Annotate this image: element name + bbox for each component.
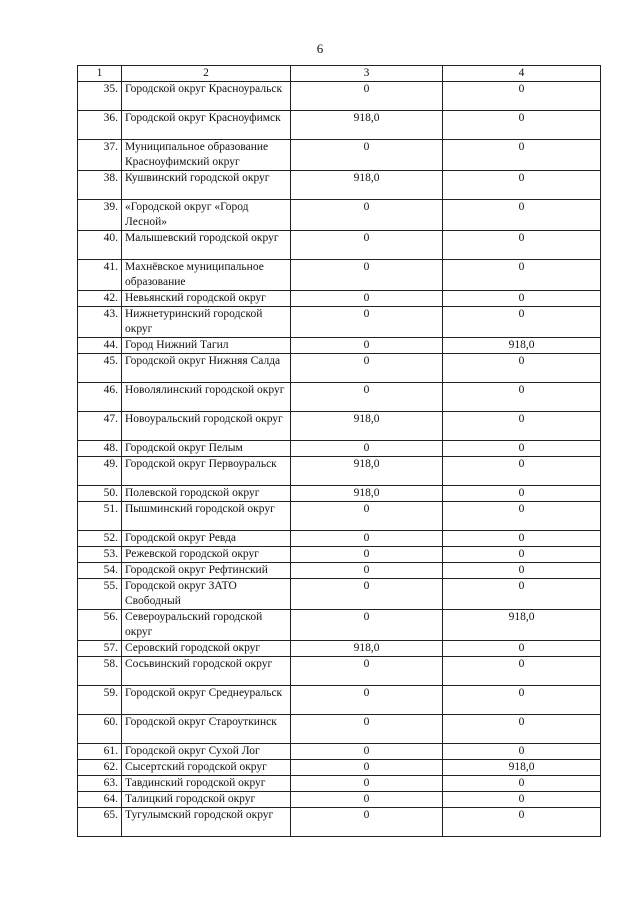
row-municipality: Городской округ Ревда bbox=[122, 531, 291, 547]
row-number: 51. bbox=[78, 502, 122, 531]
row-municipality: Городской округ Староуткинск bbox=[122, 715, 291, 744]
row-number: 53. bbox=[78, 547, 122, 563]
row-value-col-4: 0 bbox=[443, 531, 601, 547]
row-value-col-4: 0 bbox=[443, 354, 601, 383]
row-number: 42. bbox=[78, 291, 122, 307]
row-value-col-4: 0 bbox=[443, 641, 601, 657]
header-col-1: 1 bbox=[78, 66, 122, 82]
row-number: 56. bbox=[78, 610, 122, 641]
row-municipality: Серовский городской округ bbox=[122, 641, 291, 657]
table-body bbox=[78, 66, 601, 837]
row-value-col-4: 0 bbox=[443, 457, 601, 486]
row-municipality: Невьянский городской округ bbox=[122, 291, 291, 307]
row-number: 38. bbox=[78, 171, 122, 200]
row-number: 46. bbox=[78, 383, 122, 412]
row-value-col-4: 0 bbox=[443, 412, 601, 441]
table-row bbox=[78, 502, 601, 531]
row-municipality: Тавдинский городской округ bbox=[122, 776, 291, 792]
table-row bbox=[78, 291, 601, 307]
row-number: 49. bbox=[78, 457, 122, 486]
row-number: 47. bbox=[78, 412, 122, 441]
row-municipality: Нижнетуринский городской округ bbox=[122, 307, 291, 338]
row-value-col-4: 0 bbox=[443, 383, 601, 412]
table-row bbox=[78, 744, 601, 760]
allocation-table bbox=[77, 65, 601, 837]
row-number: 60. bbox=[78, 715, 122, 744]
row-number: 61. bbox=[78, 744, 122, 760]
row-number: 35. bbox=[78, 82, 122, 111]
table-row bbox=[78, 412, 601, 441]
table-row bbox=[78, 486, 601, 502]
table-row bbox=[78, 171, 601, 200]
header-col-4: 4 bbox=[443, 66, 601, 82]
row-municipality: Городской округ Сухой Лог bbox=[122, 744, 291, 760]
row-value-col-4: 0 bbox=[443, 579, 601, 610]
row-value-col-3: 0 bbox=[291, 686, 443, 715]
table-row bbox=[78, 547, 601, 563]
row-municipality: Малышевский городской округ bbox=[122, 231, 291, 260]
table-row bbox=[78, 641, 601, 657]
row-value-col-3: 0 bbox=[291, 383, 443, 412]
row-value-col-4: 0 bbox=[443, 307, 601, 338]
row-value-col-3: 0 bbox=[291, 792, 443, 808]
row-municipality: Новоуральский городской округ bbox=[122, 412, 291, 441]
row-value-col-4: 0 bbox=[443, 231, 601, 260]
table-row bbox=[78, 354, 601, 383]
table-row bbox=[78, 231, 601, 260]
table-header-row bbox=[78, 66, 601, 82]
row-number: 63. bbox=[78, 776, 122, 792]
row-municipality: Городской округ Первоуральск bbox=[122, 457, 291, 486]
row-number: 36. bbox=[78, 111, 122, 140]
row-value-col-3: 0 bbox=[291, 200, 443, 231]
row-municipality: Городской округ Красноуральск bbox=[122, 82, 291, 111]
row-value-col-4: 918,0 bbox=[443, 610, 601, 641]
row-number: 64. bbox=[78, 792, 122, 808]
row-value-col-3: 0 bbox=[291, 291, 443, 307]
row-value-col-3: 0 bbox=[291, 307, 443, 338]
table-row bbox=[78, 808, 601, 837]
row-number: 55. bbox=[78, 579, 122, 610]
row-municipality: Махнёвское муниципальное образование bbox=[122, 260, 291, 291]
table-row bbox=[78, 140, 601, 171]
row-value-col-3: 0 bbox=[291, 579, 443, 610]
row-value-col-3: 918,0 bbox=[291, 412, 443, 441]
row-value-col-3: 0 bbox=[291, 531, 443, 547]
row-value-col-3: 0 bbox=[291, 82, 443, 111]
row-number: 59. bbox=[78, 686, 122, 715]
row-value-col-4: 0 bbox=[443, 486, 601, 502]
row-municipality: Сысертский городской округ bbox=[122, 760, 291, 776]
row-value-col-3: 0 bbox=[291, 231, 443, 260]
row-municipality: Городской округ Красноуфимск bbox=[122, 111, 291, 140]
row-number: 65. bbox=[78, 808, 122, 837]
row-value-col-4: 0 bbox=[443, 260, 601, 291]
table-row bbox=[78, 610, 601, 641]
row-value-col-3: 0 bbox=[291, 338, 443, 354]
row-value-col-4: 0 bbox=[443, 547, 601, 563]
row-value-col-3: 0 bbox=[291, 776, 443, 792]
row-value-col-4: 0 bbox=[443, 140, 601, 171]
table-row bbox=[78, 457, 601, 486]
row-value-col-4: 0 bbox=[443, 776, 601, 792]
table-row bbox=[78, 338, 601, 354]
row-municipality: Муниципальное образование Красноуфимский округ bbox=[122, 140, 291, 171]
table-row bbox=[78, 657, 601, 686]
row-value-col-3: 0 bbox=[291, 610, 443, 641]
row-value-col-3: 0 bbox=[291, 744, 443, 760]
row-municipality: Город Нижний Тагил bbox=[122, 338, 291, 354]
row-municipality: Североуральский городской округ bbox=[122, 610, 291, 641]
row-value-col-4: 918,0 bbox=[443, 338, 601, 354]
row-value-col-4: 0 bbox=[443, 502, 601, 531]
row-municipality: Городской округ Нижняя Салда bbox=[122, 354, 291, 383]
table-row bbox=[78, 760, 601, 776]
row-number: 50. bbox=[78, 486, 122, 502]
row-value-col-4: 0 bbox=[443, 111, 601, 140]
row-number: 52. bbox=[78, 531, 122, 547]
row-number: 43. bbox=[78, 307, 122, 338]
header-col-3: 3 bbox=[291, 66, 443, 82]
row-number: 44. bbox=[78, 338, 122, 354]
page-number: 6 bbox=[316, 41, 324, 56]
row-municipality: Полевской городской округ bbox=[122, 486, 291, 502]
table-row bbox=[78, 383, 601, 412]
row-municipality: Сосьвинский городской округ bbox=[122, 657, 291, 686]
row-value-col-3: 0 bbox=[291, 140, 443, 171]
table-row bbox=[78, 307, 601, 338]
table-row bbox=[78, 686, 601, 715]
row-value-col-3: 918,0 bbox=[291, 457, 443, 486]
row-value-col-4: 0 bbox=[443, 82, 601, 111]
header-col-2: 2 bbox=[122, 66, 291, 82]
row-municipality: Пышминский городской округ bbox=[122, 502, 291, 531]
row-value-col-3: 0 bbox=[291, 760, 443, 776]
table-row bbox=[78, 441, 601, 457]
row-municipality: Тугулымский городской округ bbox=[122, 808, 291, 837]
table-row bbox=[78, 715, 601, 744]
table-row bbox=[78, 200, 601, 231]
row-value-col-4: 0 bbox=[443, 657, 601, 686]
row-value-col-3: 0 bbox=[291, 502, 443, 531]
row-value-col-4: 0 bbox=[443, 808, 601, 837]
table-row bbox=[78, 531, 601, 547]
row-value-col-4: 0 bbox=[443, 792, 601, 808]
row-value-col-4: 0 bbox=[443, 686, 601, 715]
row-value-col-3: 0 bbox=[291, 715, 443, 744]
row-value-col-4: 918,0 bbox=[443, 760, 601, 776]
row-value-col-3: 918,0 bbox=[291, 111, 443, 140]
row-value-col-3: 918,0 bbox=[291, 641, 443, 657]
row-value-col-3: 0 bbox=[291, 563, 443, 579]
row-number: 41. bbox=[78, 260, 122, 291]
row-value-col-4: 0 bbox=[443, 291, 601, 307]
table-row bbox=[78, 260, 601, 291]
table-row bbox=[78, 792, 601, 808]
row-value-col-3: 0 bbox=[291, 354, 443, 383]
row-municipality: Городской округ Пелым bbox=[122, 441, 291, 457]
row-number: 45. bbox=[78, 354, 122, 383]
row-municipality: Талицкий городской округ bbox=[122, 792, 291, 808]
row-number: 58. bbox=[78, 657, 122, 686]
row-value-col-4: 0 bbox=[443, 171, 601, 200]
row-municipality: Новолялинский городской округ bbox=[122, 383, 291, 412]
row-value-col-4: 0 bbox=[443, 715, 601, 744]
row-value-col-4: 0 bbox=[443, 563, 601, 579]
row-number: 37. bbox=[78, 140, 122, 171]
row-value-col-4: 0 bbox=[443, 200, 601, 231]
row-value-col-3: 0 bbox=[291, 441, 443, 457]
row-municipality: Кушвинский городской округ bbox=[122, 171, 291, 200]
row-number: 57. bbox=[78, 641, 122, 657]
row-number: 40. bbox=[78, 231, 122, 260]
row-number: 54. bbox=[78, 563, 122, 579]
row-number: 39. bbox=[78, 200, 122, 231]
row-municipality: Городской округ Рефтинский bbox=[122, 563, 291, 579]
row-number: 48. bbox=[78, 441, 122, 457]
table-row bbox=[78, 579, 601, 610]
row-value-col-3: 0 bbox=[291, 657, 443, 686]
table-row bbox=[78, 563, 601, 579]
row-value-col-3: 0 bbox=[291, 547, 443, 563]
row-municipality: Городской округ ЗАТО Свободный bbox=[122, 579, 291, 610]
row-municipality: «Городской округ «Город Лесной» bbox=[122, 200, 291, 231]
table-row bbox=[78, 82, 601, 111]
row-value-col-3: 918,0 bbox=[291, 171, 443, 200]
row-value-col-3: 0 bbox=[291, 260, 443, 291]
row-value-col-4: 0 bbox=[443, 744, 601, 760]
row-municipality: Режевской городской округ bbox=[122, 547, 291, 563]
row-value-col-3: 918,0 bbox=[291, 486, 443, 502]
row-number: 62. bbox=[78, 760, 122, 776]
row-municipality: Городской округ Среднеуральск bbox=[122, 686, 291, 715]
row-value-col-4: 0 bbox=[443, 441, 601, 457]
table-row bbox=[78, 776, 601, 792]
table-row bbox=[78, 111, 601, 140]
row-value-col-3: 0 bbox=[291, 808, 443, 837]
